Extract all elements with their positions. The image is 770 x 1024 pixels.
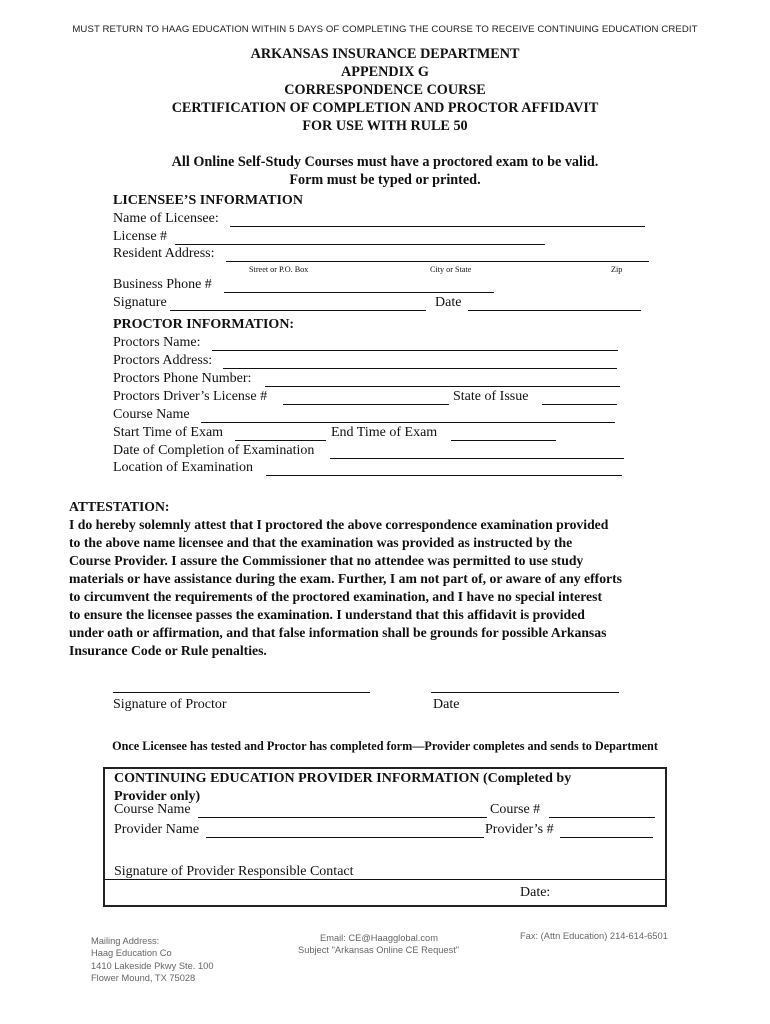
attestation-line-3: Course Provider. I assure the Commissioner that no attendee was permitted to use study: [69, 553, 584, 568]
provider-signature-label: Signature of Provider Responsible Contact: [114, 864, 354, 879]
proctor-address-label: Proctors Address:: [113, 353, 213, 368]
proctor-license-label: Proctors Driver’s License #: [113, 389, 268, 404]
mailing-address-city: Flower Mound, TX 75028: [91, 973, 196, 983]
course-type-title: CORRESPONDENCE COURSE: [284, 82, 486, 98]
proctor-address-field[interactable]: [223, 368, 617, 369]
provider-heading-line-1: CONTINUING EDUCATION PROVIDER INFORMATION (Completed by: [114, 771, 572, 786]
exam-location-label: Location of Examination: [113, 460, 253, 475]
completion-date-field[interactable]: [330, 458, 624, 459]
resident-address-label: Resident Address:: [113, 246, 215, 261]
attestation-line-8: Insurance Code or Rule penalties.: [69, 643, 267, 658]
provider-course-name-label: Course Name: [114, 802, 191, 817]
attestation-line-2: to the above name licensee and that the examination was provided as instructed by the: [69, 535, 573, 550]
contact-email: Email: CE@Haagglobal.com: [320, 933, 438, 943]
exam-location-field[interactable]: [266, 475, 622, 476]
appendix-title: APPENDIX G: [341, 64, 429, 80]
licensee-signature-label: Signature: [113, 295, 167, 310]
provider-heading-line-2: Provider only): [114, 789, 201, 804]
proctor-name-label: Proctors Name:: [113, 335, 201, 350]
provider-signature-field[interactable]: [105, 879, 665, 880]
proctor-date-label: Date: [433, 697, 460, 712]
proctor-phone-field[interactable]: [265, 386, 620, 387]
proctor-phone-label: Proctors Phone Number:: [113, 371, 252, 386]
course-number-label: Course #: [490, 802, 541, 817]
license-number-field[interactable]: [175, 244, 545, 245]
attestation-line-6: to ensure the licensee passes the examination. I understand that this affidavit is provided: [69, 607, 585, 622]
end-time-field[interactable]: [451, 440, 556, 441]
licensee-date-field[interactable]: [468, 310, 641, 311]
proctored-notice: All Online Self-Study Courses must have a proctored exam to be valid.: [171, 154, 599, 170]
proctor-heading: PROCTOR INFORMATION:: [113, 317, 295, 332]
email-subject: Subject "Arkansas Online CE Request": [298, 945, 460, 955]
department-title: ARKANSAS INSURANCE DEPARTMENT: [250, 46, 520, 62]
licensee-signature-field[interactable]: [170, 310, 426, 311]
city-sublabel: City or State: [430, 265, 472, 274]
license-number-label: License #: [113, 229, 168, 244]
course-number-field[interactable]: [549, 817, 655, 818]
resident-address-field[interactable]: [226, 261, 649, 262]
proctor-signature-field[interactable]: [113, 692, 370, 693]
fax-number: Fax: (Attn Education) 214-614-6501: [520, 931, 668, 941]
start-time-label: Start Time of Exam: [113, 425, 224, 440]
start-time-field[interactable]: [235, 440, 326, 441]
end-time-label: End Time of Exam: [331, 425, 438, 440]
business-phone-label: Business Phone #: [113, 277, 212, 292]
mailing-address-street: 1410 Lakeside Pkwy Ste. 100: [91, 961, 214, 971]
completion-date-label: Date of Completion of Examination: [113, 443, 315, 458]
provider-number-label: Provider’s #: [485, 822, 554, 837]
provider-name-field[interactable]: [206, 837, 484, 838]
state-of-issue-field[interactable]: [542, 404, 617, 405]
business-phone-field[interactable]: [224, 292, 494, 293]
return-notice: MUST RETURN TO HAAG EDUCATION WITHIN 5 DAYS OF COMPLETING THE COURSE TO RECEIVE CONTINUING EDUCATION CREDIT: [72, 24, 698, 35]
licensee-date-label: Date: [435, 295, 462, 310]
state-of-issue-label: State of Issue: [453, 389, 529, 404]
provider-number-field[interactable]: [560, 837, 653, 838]
course-name-field[interactable]: [201, 422, 615, 423]
provider-date-label: Date:: [520, 885, 551, 900]
provider-instruction: Once Licensee has tested and Proctor has completed form—Provider completes and sends to Department: [112, 739, 658, 753]
attestation-line-7: under oath or affirmation, and that false information shall be grounds for possible Arkansas: [69, 625, 607, 640]
proctor-date-field[interactable]: [431, 692, 619, 693]
licensee-name-field[interactable]: [230, 226, 645, 227]
licensee-heading: LICENSEE’S INFORMATION: [113, 193, 303, 208]
street-sublabel: Street or P.O. Box: [249, 265, 309, 274]
proctor-signature-label: Signature of Proctor: [113, 697, 227, 712]
mailing-address-heading: Mailing Address:: [91, 936, 160, 946]
attestation-heading: ATTESTATION:: [69, 499, 170, 514]
proctor-name-field[interactable]: [212, 350, 618, 351]
provider-course-name-field[interactable]: [198, 817, 487, 818]
attestation-line-4: materials or have assistance during the exam. Further, I am not part of, or aware of any efforts: [69, 571, 623, 586]
licensee-name-label: Name of Licensee:: [113, 211, 219, 226]
attestation-line-5: to circumvent the requirements of the proctored examination, and I have no special interest: [69, 589, 603, 604]
zip-sublabel: Zip: [611, 265, 623, 274]
course-name-label: Course Name: [113, 407, 190, 422]
provider-name-label: Provider Name: [114, 822, 200, 837]
typed-notice: Form must be typed or printed.: [289, 172, 481, 188]
mailing-address-company: Haag Education Co: [91, 948, 172, 958]
form-title: CERTIFICATION OF COMPLETION AND PROCTOR AFFIDAVIT: [171, 100, 599, 116]
proctor-license-field[interactable]: [283, 404, 449, 405]
attestation-line-1: I do hereby solemnly attest that I proctored the above correspondence examination provided: [69, 517, 609, 532]
rule-title: FOR USE WITH RULE 50: [302, 118, 468, 134]
